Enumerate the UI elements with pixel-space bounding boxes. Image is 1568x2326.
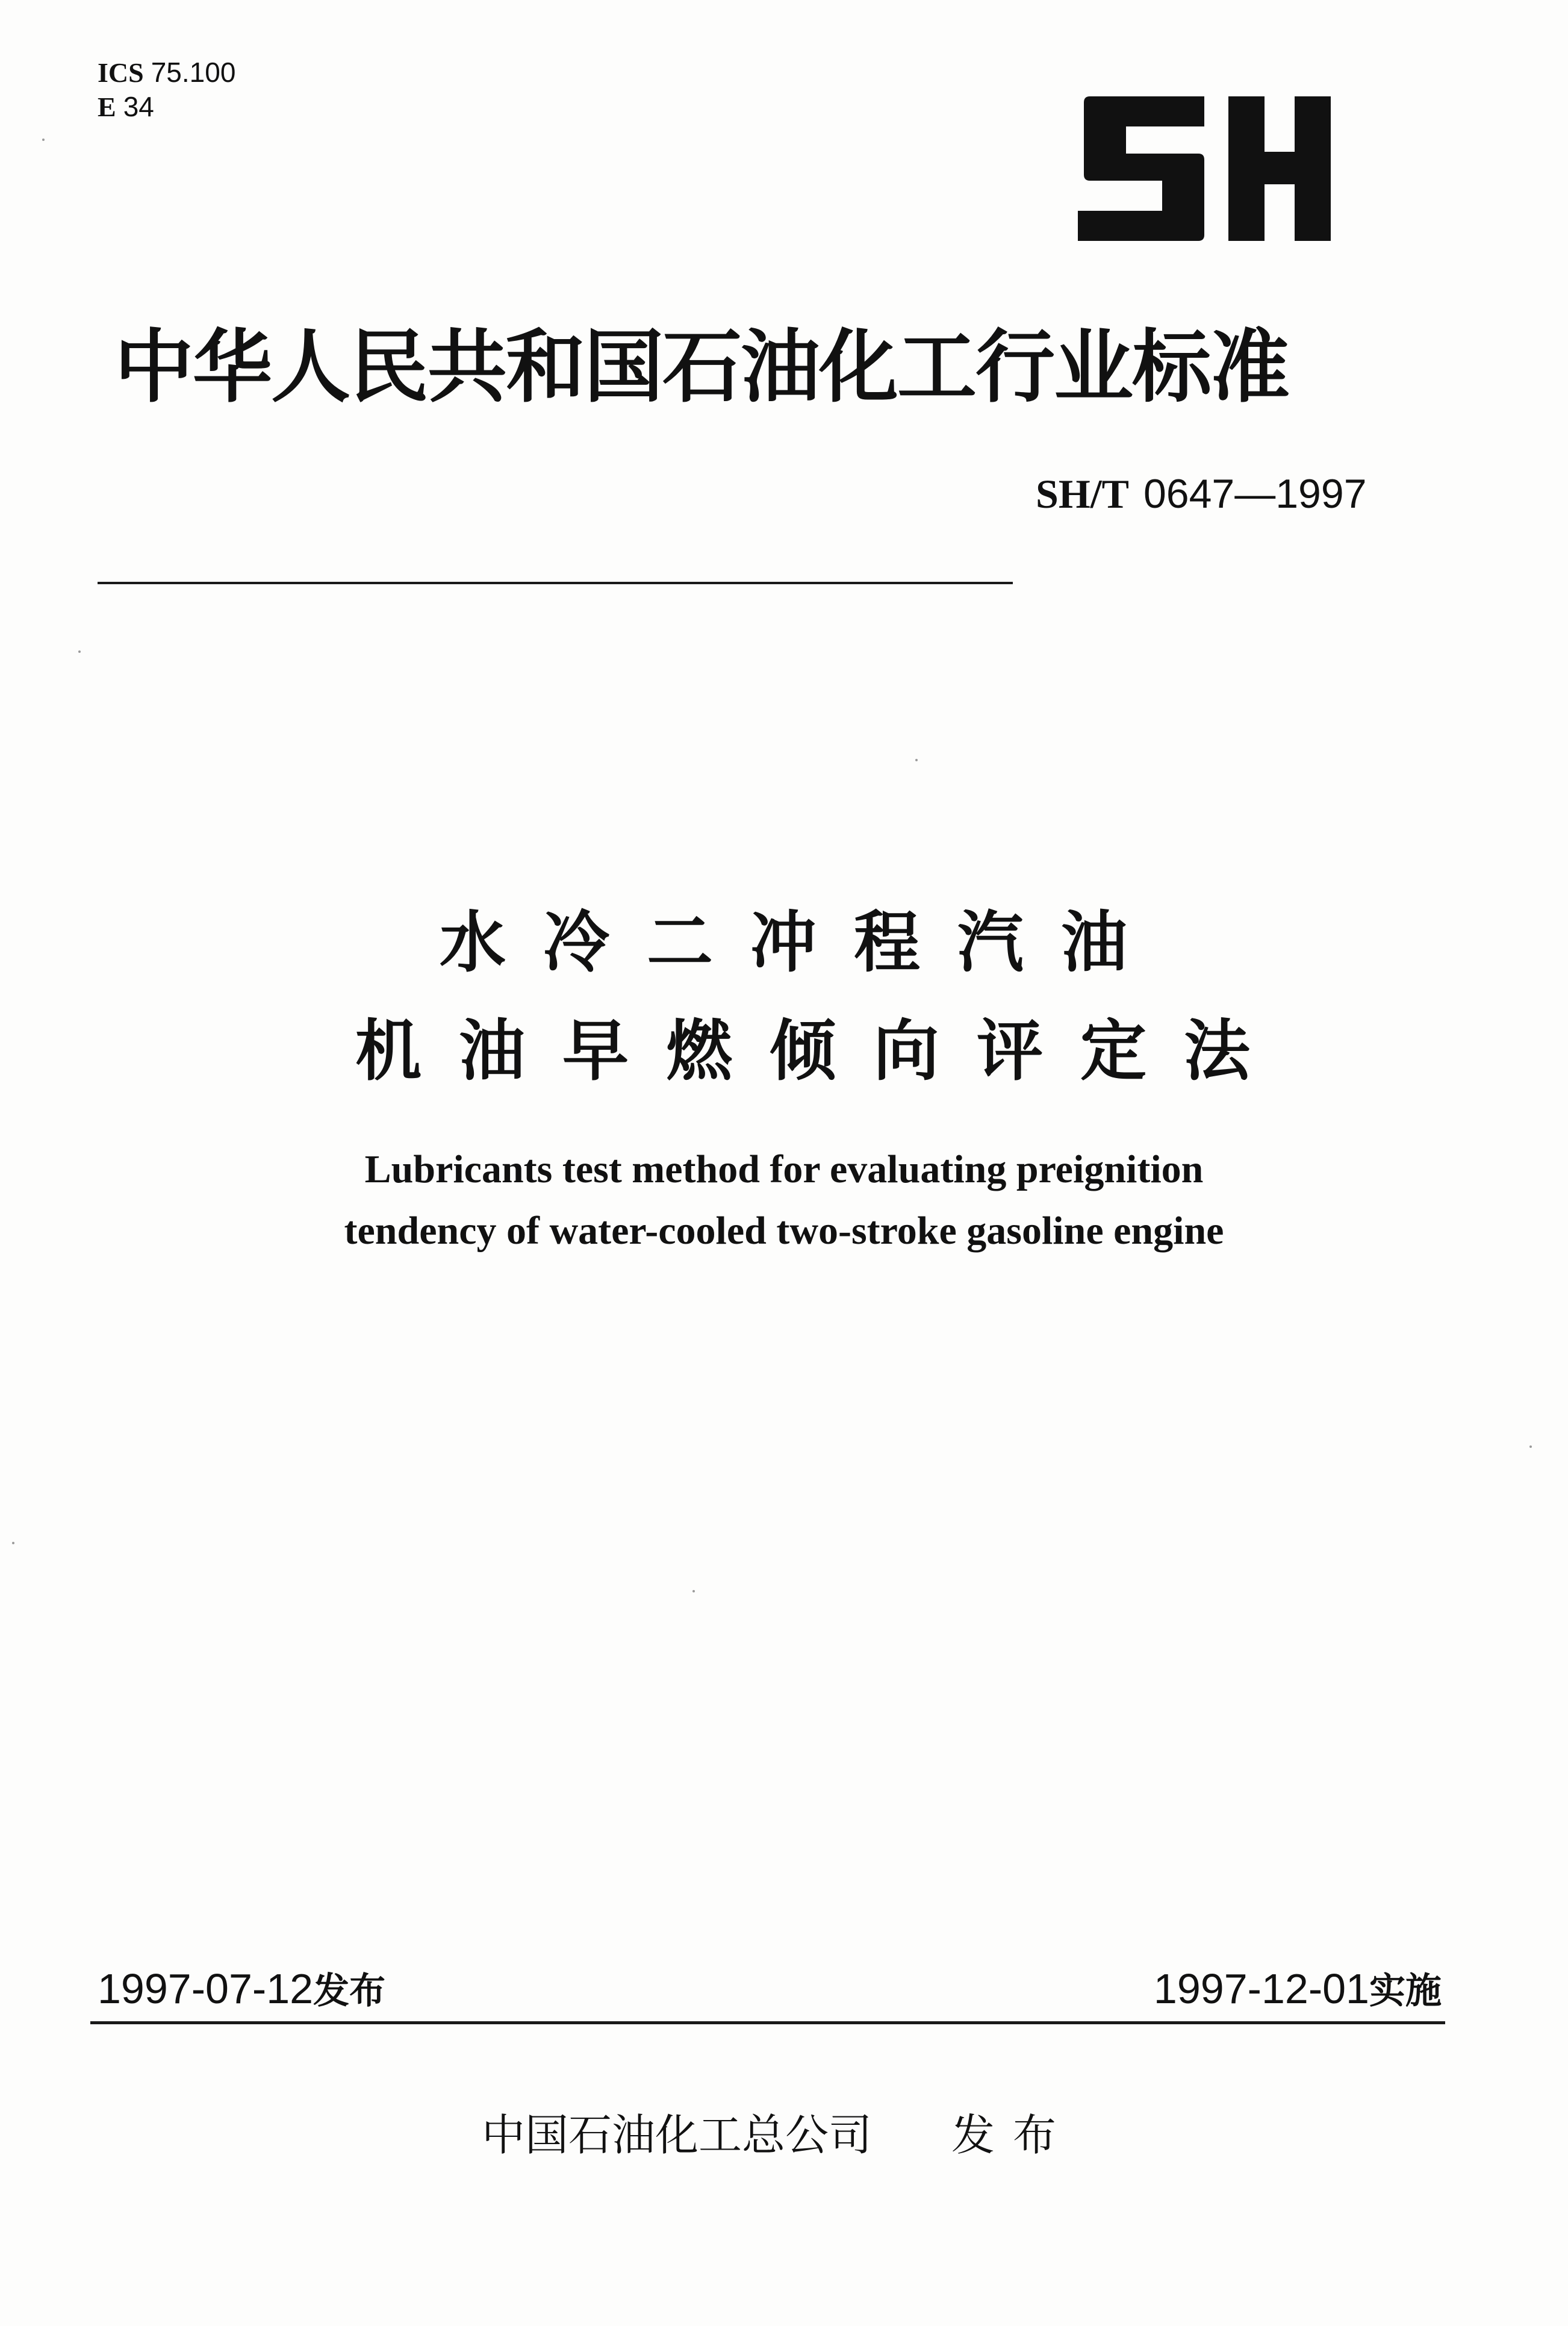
effective-date-label: 实施: [1369, 1970, 1442, 2012]
issue-date: [98, 1963, 385, 2016]
scan-speck: [78, 650, 81, 653]
scan-speck: [915, 759, 918, 761]
footer-divider: [90, 2021, 1445, 2024]
effective-date-value: 1997-12-01: [1153, 1965, 1369, 2012]
header-divider: [98, 582, 1013, 584]
scan-speck: [42, 139, 45, 141]
ics-line: [98, 55, 235, 90]
ccs-label: E: [98, 92, 116, 122]
publish-label: 发布: [951, 2110, 1075, 2160]
industry-standard-title: 中华人民共和国石油化工行业标准: [114, 321, 1289, 414]
standard-code: [1036, 470, 1367, 519]
ccs-code: 34: [123, 91, 154, 122]
standard-prefix: SH/T: [1036, 471, 1129, 517]
english-title-line-2: tendency of water-cooled two-stroke gasoline engine: [344, 1209, 1224, 1253]
english-title-line-1: Lubricants test method for evaluating preignition: [364, 1147, 1204, 1191]
ccs-line: [98, 90, 235, 124]
effective-date: [1154, 1963, 1442, 2016]
classification-codes: [98, 55, 235, 124]
scan-speck: [692, 1590, 695, 1592]
chinese-title-line-2: 机油早燃倾向评定法: [355, 1012, 1287, 1090]
scan-speck: [1529, 1445, 1532, 1448]
chinese-title-line-1: 水冷二冲程汽油: [440, 904, 1165, 981]
standard-number: 0647—1997: [1143, 471, 1367, 517]
issue-date-value: 1997-07-12: [98, 1965, 314, 2012]
ics-label: ICS: [98, 57, 144, 88]
scan-speck: [12, 1542, 14, 1544]
issue-date-label: 发布: [313, 1970, 386, 2012]
publisher-name: 中国石油化工总公司: [482, 2110, 873, 2160]
sh-logo: [1078, 96, 1337, 241]
ics-code: 75.100: [151, 57, 236, 88]
